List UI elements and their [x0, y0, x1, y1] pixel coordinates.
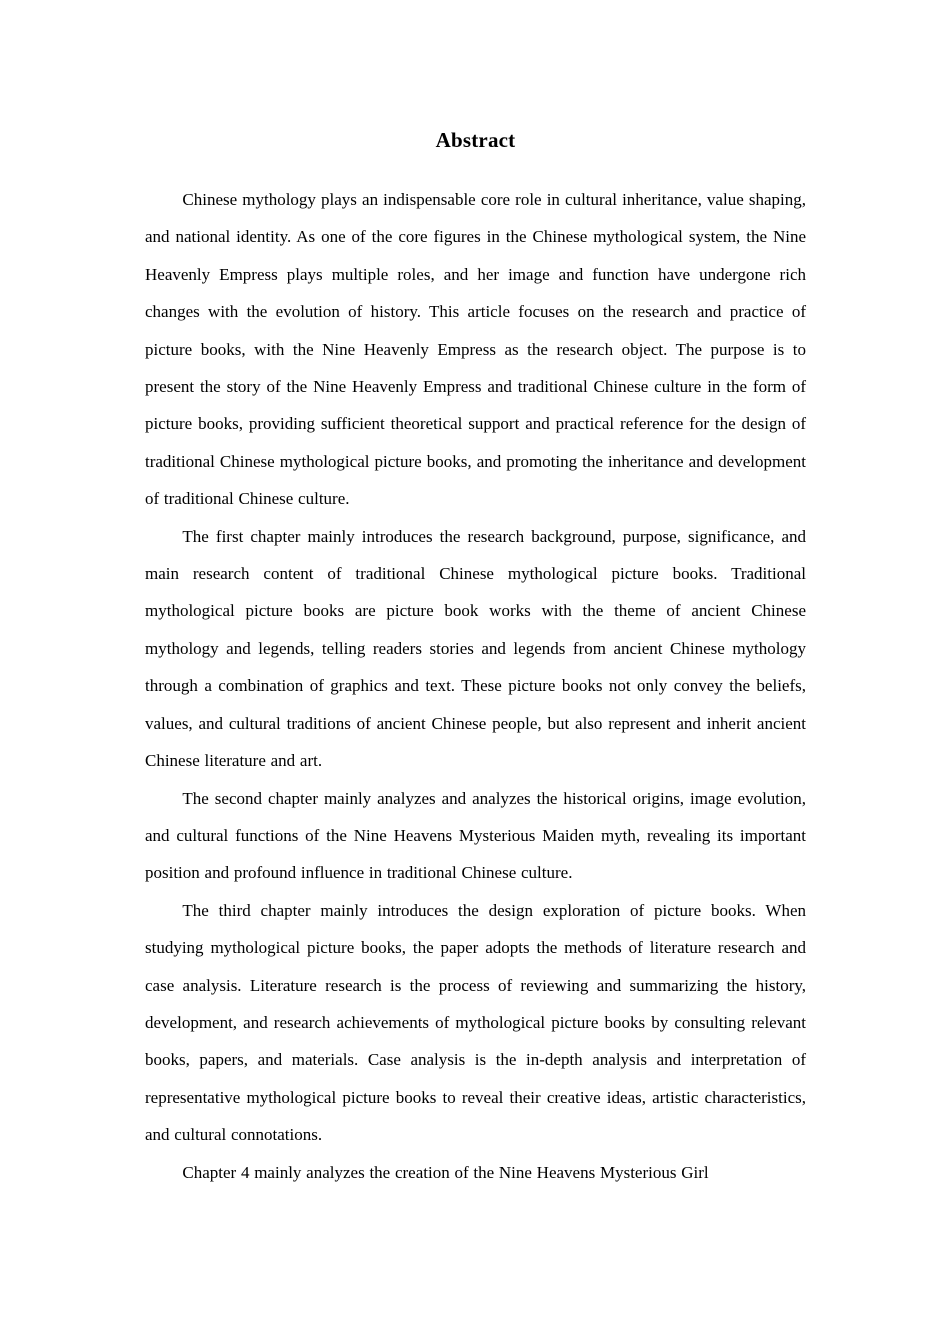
page-title: Abstract: [435, 128, 516, 152]
paragraph: The third chapter mainly introduces the design exploration of picture books. When studying mythological picture books, the paper adopts the methods of literature research and case analysis. Literature research is the process of reviewing and summarizing the history, development, and research achievements of mythological picture books by consulting relevant books, papers, and materials. Case analysis is the in-depth analysis and interpretation of representative mythological picture books to reveal their creative ideas, artistic characteristics, and cultural connotations.: [145, 900, 806, 1145]
paragraph: Chapter 4 mainly analyzes the creation of the Nine Heavens Mysterious Girl: [182, 1162, 709, 1182]
paragraph: The second chapter mainly analyzes and analyzes the historical origins, image evolution, and cultural functions of the Nine Heavens Mysterious Maiden myth, revealing its important position and profound influence in traditional Chinese culture.: [145, 788, 806, 883]
paragraph: The first chapter mainly introduces the research background, purpose, significance, and main research content of traditional Chinese mythological picture books. Traditional mythological picture books are picture book works with the theme of ancient Chinese mythology and legends, telling readers stories and legends from ancient Chinese mythology through a combination of graphics and text. These picture books not only convey the beliefs, values, and cultural traditions of ancient Chinese people, but also represent and inherit ancient Chinese literature and art.: [145, 526, 806, 771]
abstract-body: [145, 181, 806, 1191]
paragraph: Chinese mythology plays an indispensable core role in cultural inheritance, value shaping, and national identity. As one of the core figures in the Chinese mythological system, the Nine Heavenly Empress plays multiple roles, and her image and function have undergone rich changes with the evolution of history. This article focuses on the research and practice of picture books, with the Nine Heavenly Empress as the research object. The purpose is to present the story of the Nine Heavenly Empress and traditional Chinese culture in the form of picture books, providing sufficient theoretical support and practical reference for the design of traditional Chinese mythological picture books, and promoting the inheritance and development of traditional Chinese culture.: [145, 190, 806, 509]
